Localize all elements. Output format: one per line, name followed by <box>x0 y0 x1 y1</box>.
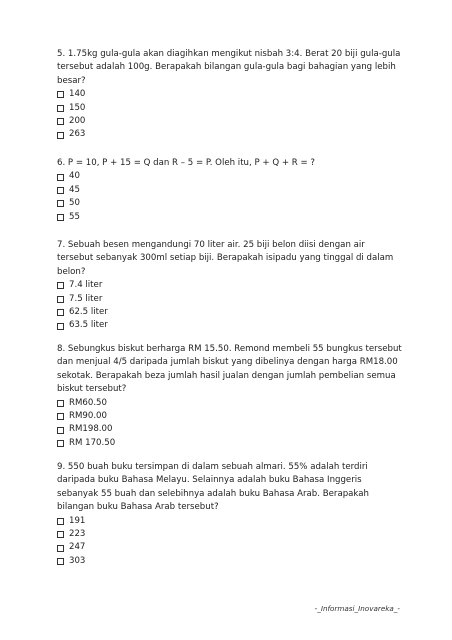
question-6 <box>57 157 402 224</box>
option-list <box>57 397 402 451</box>
footer-signature: -_Informasi_Inovareka_- <box>314 604 400 613</box>
option-label: RM 170.50 <box>69 437 116 448</box>
option-item[interactable] <box>57 293 402 306</box>
option-label: 7.5 liter <box>69 293 103 304</box>
option-label: 55 <box>69 211 80 222</box>
question-5 <box>57 48 402 142</box>
checkbox-icon[interactable] <box>57 413 64 420</box>
checkbox-icon[interactable] <box>57 309 64 316</box>
option-label: 191 <box>69 515 86 526</box>
checkbox-icon[interactable] <box>57 558 64 565</box>
question-text: 8. Sebungkus biskut berharga RM 15.50. Remond membeli 55 bungkus tersebut dan menjual 4/5 daripada jumlah biskut yang dibelinya dengan harga RM18.00 sekotak. Berapakah beza jumlah hasil jualan dengan jumlah pembelian semua biskut tersebut? <box>57 344 402 395</box>
option-item[interactable] <box>57 423 402 436</box>
option-item[interactable] <box>57 211 402 224</box>
option-list <box>57 88 402 142</box>
option-list <box>57 170 402 224</box>
checkbox-icon[interactable] <box>57 440 64 447</box>
option-item[interactable] <box>57 88 402 101</box>
checkbox-icon[interactable] <box>57 214 64 221</box>
option-item[interactable] <box>57 279 402 292</box>
option-item[interactable] <box>57 410 402 423</box>
option-label: 247 <box>69 542 86 553</box>
option-label: 140 <box>69 89 86 100</box>
checkbox-icon[interactable] <box>57 400 64 407</box>
question-text: 6. P = 10, P + 15 = Q dan R – 5 = P. Oleh itu, P + Q + R = ? <box>57 158 315 168</box>
option-item[interactable] <box>57 102 402 115</box>
option-label: 40 <box>69 171 80 182</box>
option-label: 150 <box>69 102 86 113</box>
checkbox-icon[interactable] <box>57 545 64 552</box>
question-8 <box>57 343 402 450</box>
checkbox-icon[interactable] <box>57 91 64 98</box>
question-7 <box>57 239 402 333</box>
checkbox-icon[interactable] <box>57 282 64 289</box>
option-label: 63.5 liter <box>69 320 108 331</box>
option-item[interactable] <box>57 515 402 528</box>
option-label: 45 <box>69 184 80 195</box>
option-label: 263 <box>69 129 86 140</box>
option-item[interactable] <box>57 555 402 568</box>
option-list <box>57 279 402 333</box>
option-label: RM198.00 <box>69 424 113 435</box>
checkbox-icon[interactable] <box>57 323 64 330</box>
question-text: 9. 550 buah buku tersimpan di dalam sebuah almari. 55% adalah terdiri daripada buku Bahasa Melayu. Selainnya adalah buku Bahasa Inggeris sebanyak 55 buah dan selebihnya adalah buku Bahasa Arab. Berapakah bilangan buku Bahasa Arab tersebut? <box>57 462 369 513</box>
checkbox-icon[interactable] <box>57 427 64 434</box>
option-label: 62.5 liter <box>69 307 108 317</box>
option-label: 50 <box>69 198 80 209</box>
option-item[interactable] <box>57 437 402 450</box>
option-label: RM90.00 <box>69 411 107 422</box>
question-text: 7. Sebuah besen mengandungi 70 liter air. 25 biji belon diisi dengan air tersebut sebanyak 300ml setiap biji. Berapakah isipadu yang tinggal di dalam belon? <box>57 240 394 277</box>
checkbox-icon[interactable] <box>57 518 64 525</box>
option-item[interactable] <box>57 528 402 541</box>
checkbox-icon[interactable] <box>57 118 64 125</box>
option-item[interactable] <box>57 170 402 183</box>
option-item[interactable] <box>57 306 402 319</box>
checkbox-icon[interactable] <box>57 105 64 112</box>
option-label: RM60.50 <box>69 397 107 408</box>
option-item[interactable] <box>57 115 402 128</box>
option-label: 200 <box>69 116 86 126</box>
checkbox-icon[interactable] <box>57 187 64 194</box>
option-item[interactable] <box>57 319 402 332</box>
question-text: 5. 1.75kg gula-gula akan diagihkan mengikut nisbah 3:4. Berat 20 biji gula-gula tersebut adalah 100g. Berapakah bilangan gula-gula bagi bahagian yang lebih besar? <box>57 49 401 86</box>
option-label: 7.4 liter <box>69 280 103 291</box>
checkbox-icon[interactable] <box>57 200 64 207</box>
checkbox-icon[interactable] <box>57 531 64 538</box>
checkbox-icon[interactable] <box>57 132 64 139</box>
option-label: 303 <box>69 555 86 566</box>
option-item[interactable] <box>57 397 402 410</box>
question-9 <box>57 461 402 568</box>
checkbox-icon[interactable] <box>57 296 64 303</box>
option-label: 223 <box>69 529 86 540</box>
option-list <box>57 515 402 569</box>
option-item[interactable] <box>57 184 402 197</box>
option-item[interactable] <box>57 541 402 554</box>
option-item[interactable] <box>57 128 402 141</box>
option-item[interactable] <box>57 197 402 210</box>
checkbox-icon[interactable] <box>57 174 64 181</box>
